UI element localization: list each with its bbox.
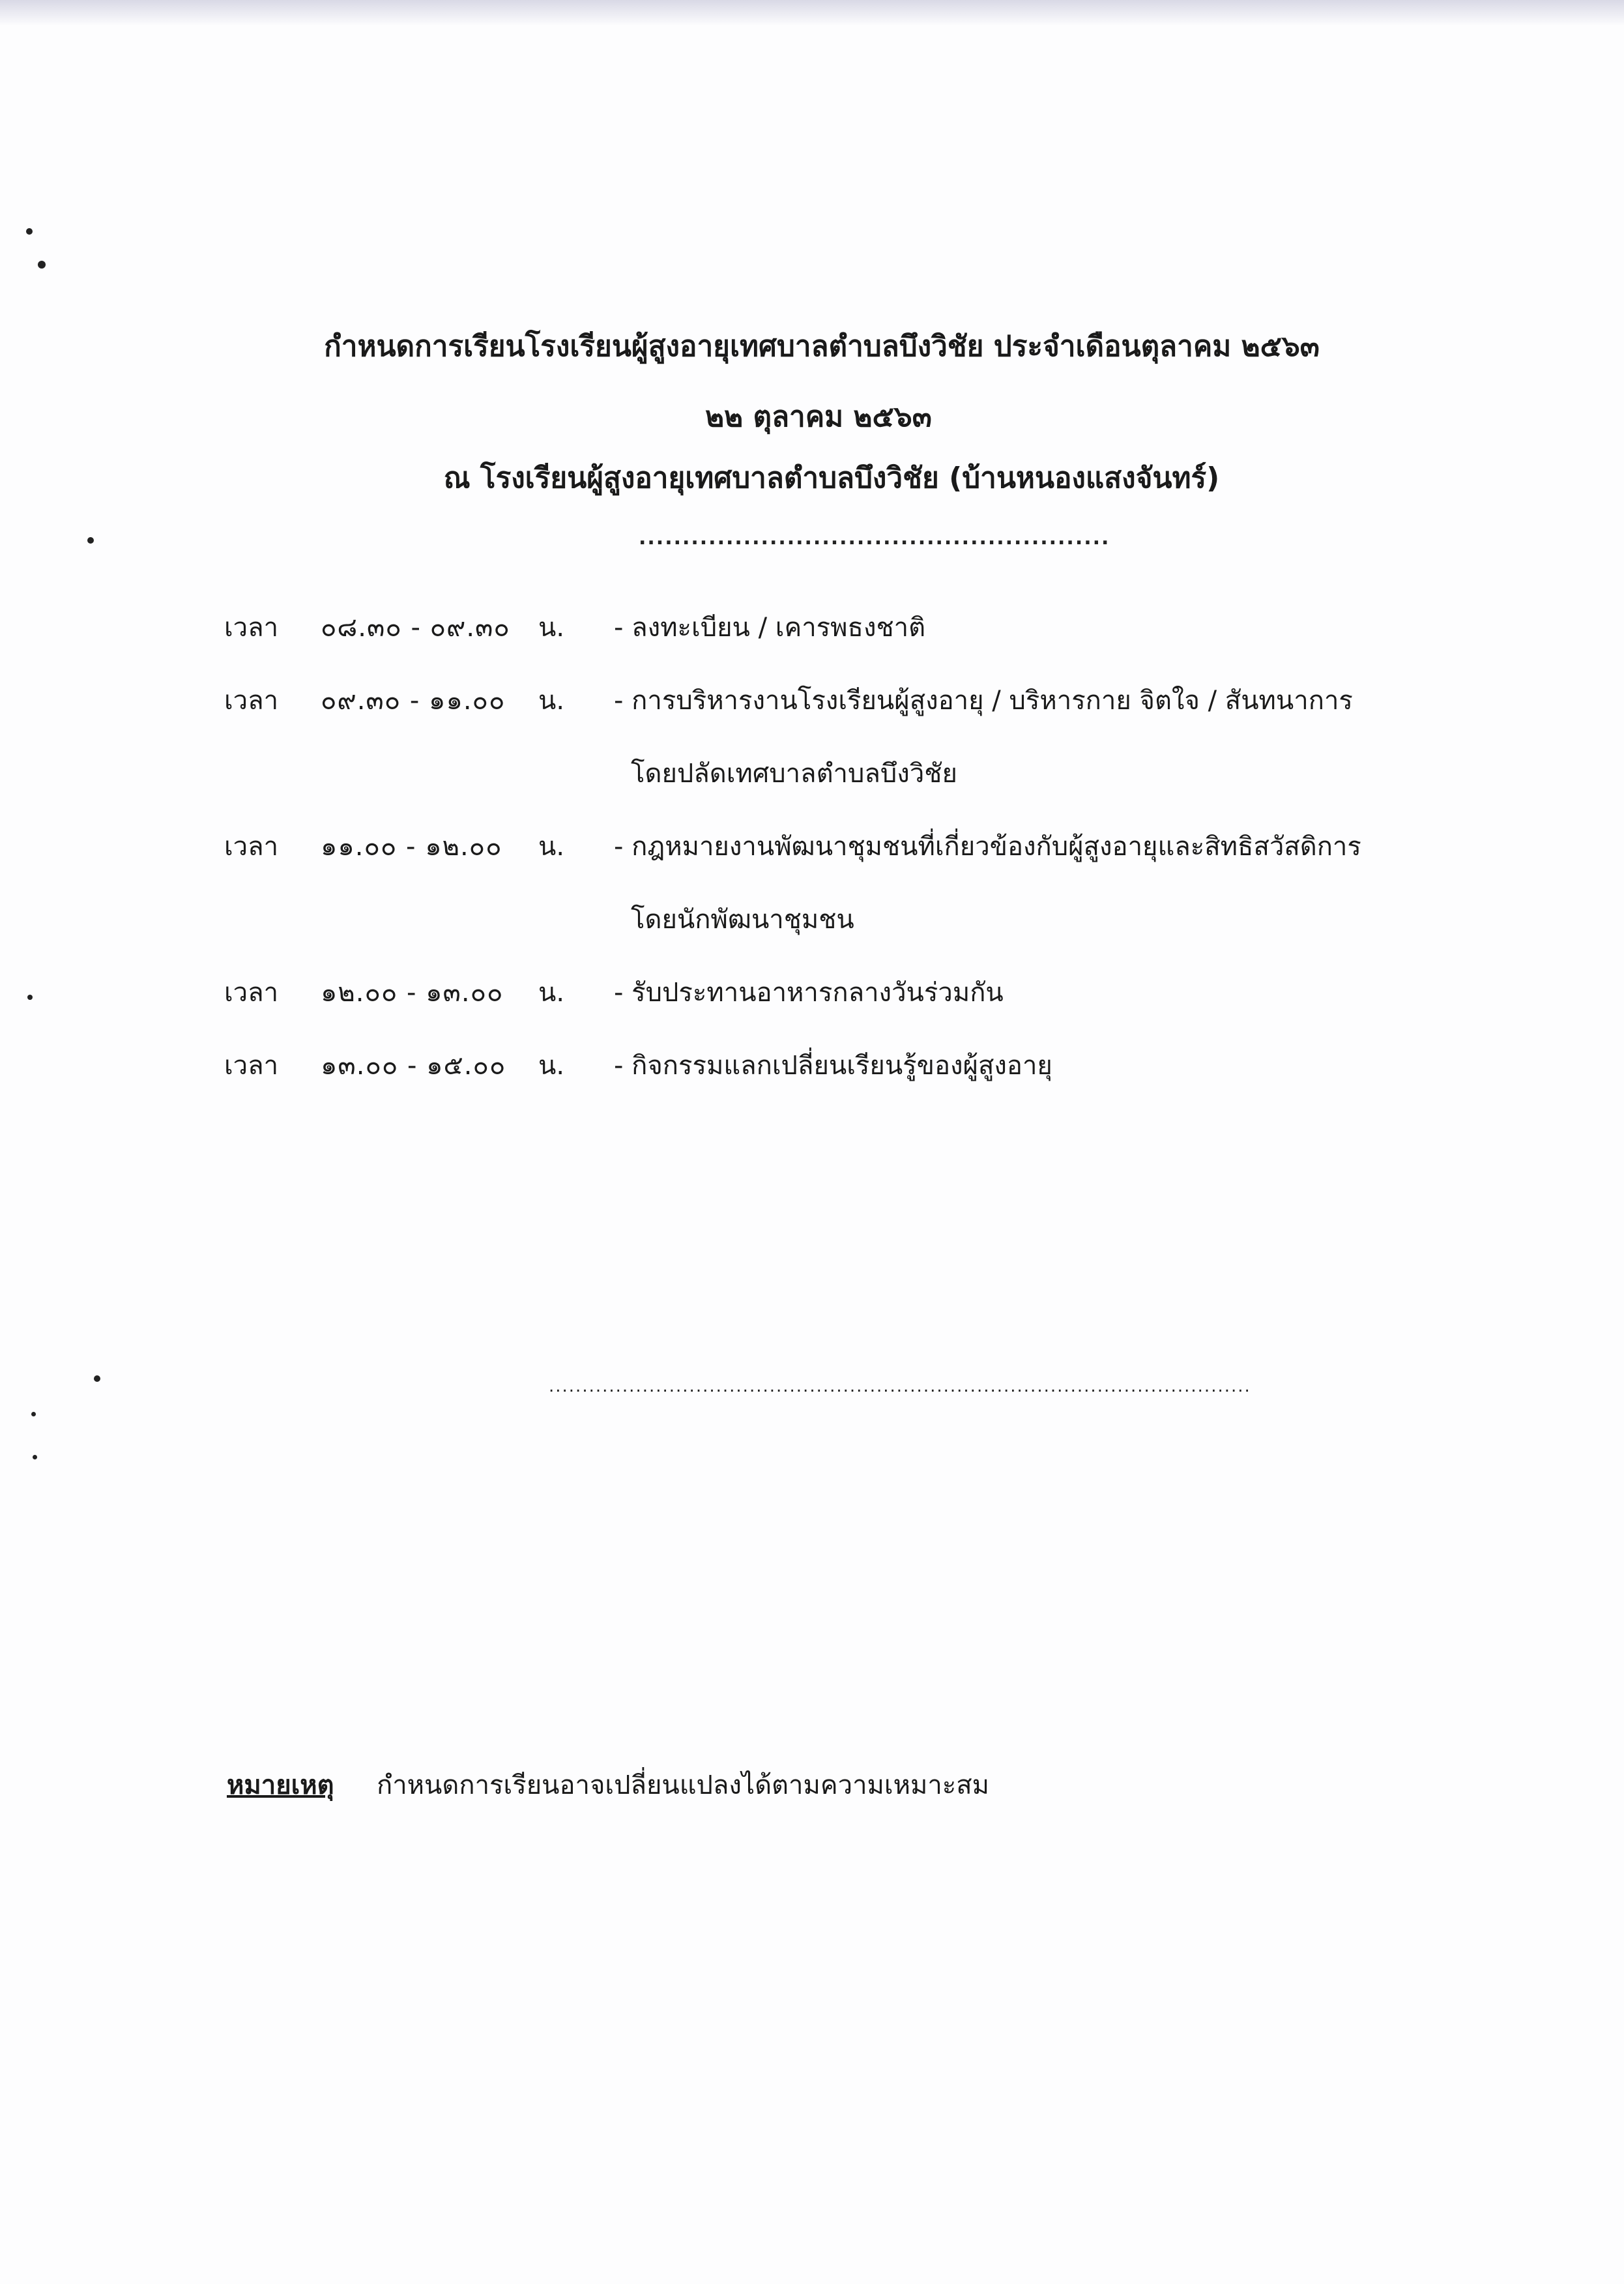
time-unit: น. — [538, 613, 565, 643]
scan-speck — [26, 228, 33, 235]
activity-detail: โดยนักพัฒนาชุมชน — [631, 905, 854, 935]
schedule-row — [0, 971, 1624, 1010]
title-separator: ...................................................... — [639, 527, 1110, 549]
activity-text: - กฎหมายงานพัฒนาชุมชนที่เกี่ยวข้องกับผู้สูงอายุและสิทธิสวัสดิการ — [614, 832, 1361, 862]
time-unit: น. — [538, 832, 565, 862]
time-range: ๑๓.๐๐ - ๑๕.๐๐ — [321, 1051, 506, 1081]
note-label: หมายเหตุ — [227, 1770, 334, 1800]
scan-speck — [33, 1455, 37, 1459]
time-label: เวลา — [224, 613, 279, 643]
activity-text: - การบริหารงานโรงเรียนผู้สูงอายุ / บริหารกาย จิตใจ / สันทนาการ — [614, 686, 1353, 716]
time-unit: น. — [538, 686, 565, 716]
time-range: ๐๙.๓๐ - ๑๑.๐๐ — [321, 686, 506, 716]
time-unit: น. — [538, 978, 565, 1008]
activity-text: - กิจกรรมแลกเปลี่ยนเรียนรู้ของผู้สูงอายุ — [614, 1051, 1052, 1081]
schedule-row — [0, 825, 1624, 864]
time-unit: น. — [538, 1051, 565, 1081]
time-label: เวลา — [224, 686, 279, 716]
time-label: เวลา — [224, 832, 279, 862]
time-range: ๐๘.๓๐ - ๐๙.๓๐ — [321, 613, 510, 643]
footer-separator: ......................................................................................................... — [549, 1377, 1251, 1396]
activity-text: - รับประทานอาหารกลางวันร่วมกัน — [614, 978, 1004, 1008]
scan-speck — [94, 1375, 100, 1382]
scan-speck — [27, 995, 33, 1000]
document-title: กำหนดการเรียนโรงเรียนผู้สูงอายุเทศบาลตำบลบึงวิชัย ประจำเดือนตุลาคม ๒๕๖๓ — [324, 330, 1320, 363]
scan-speck — [87, 537, 94, 544]
time-range: ๑๑.๐๐ - ๑๒.๐๐ — [321, 832, 502, 862]
document-venue: ณ โรงเรียนผู้สูงอายุเทศบาลตำบลบึงวิชัย (บ้านหนองแสงจันทร์) — [443, 461, 1220, 495]
scan-speck — [31, 1412, 36, 1416]
activity-detail: โดยปลัดเทศบาลตำบลบึงวิชัย — [631, 759, 957, 789]
scan-speck — [38, 261, 46, 269]
activity-text: - ลงทะเบียน / เคารพธงชาติ — [614, 613, 926, 643]
schedule-row — [0, 679, 1624, 718]
document-date: ๒๒ ตุลาคม ๒๕๖๓ — [705, 400, 932, 433]
schedule-row — [0, 606, 1624, 645]
time-label: เวลา — [224, 1051, 279, 1081]
note-text: กำหนดการเรียนอาจเปลี่ยนแปลงได้ตามความเหมาะสม — [377, 1770, 990, 1800]
scan-top-shadow — [0, 0, 1624, 26]
schedule-row — [0, 1044, 1624, 1083]
time-label: เวลา — [224, 978, 279, 1008]
time-range: ๑๒.๐๐ - ๑๓.๐๐ — [321, 978, 504, 1008]
